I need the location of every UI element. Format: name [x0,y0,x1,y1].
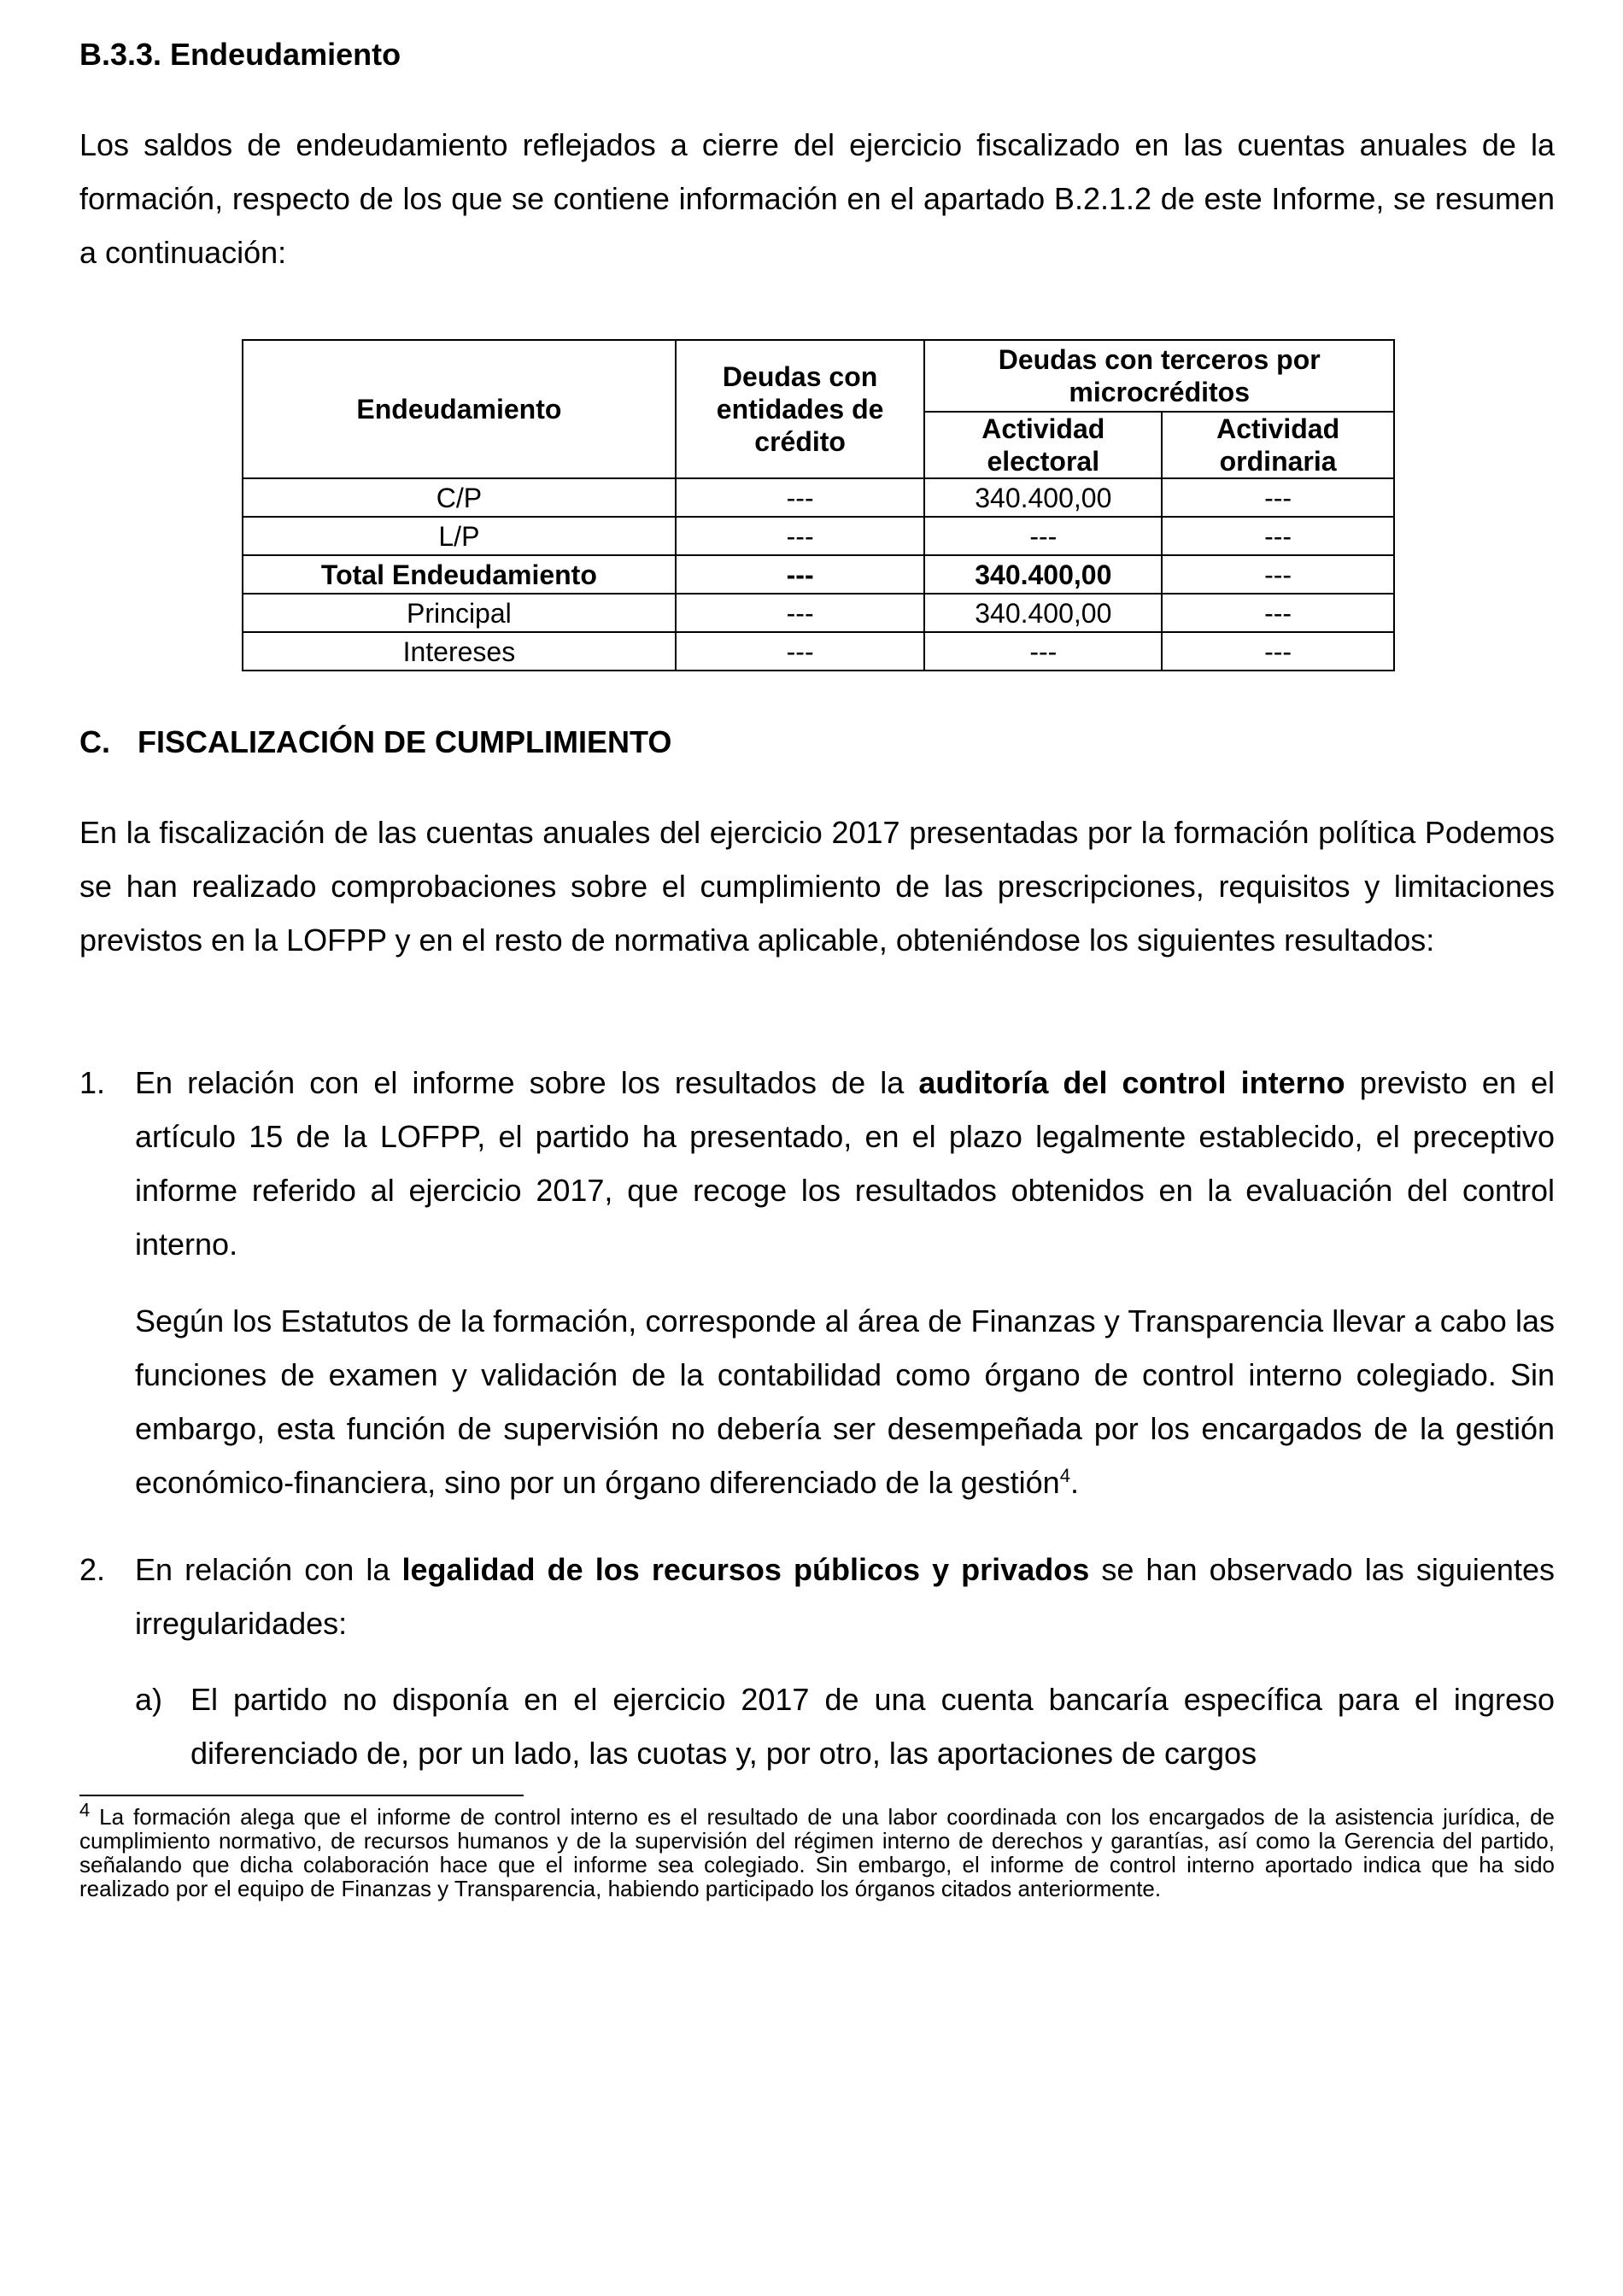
item-1-text-post: previsto en el artículo 15 de la LOFPP, el partido ha presentado, en el plazo legalmente establecido, el preceptivo informe referido al ejercicio 2017, que recoge los resultados obtenidos en la evaluación del control interno. [135,1065,1555,1262]
item-1-paragraph-2 [135,1294,1555,1509]
cell-ordinaria: --- [1162,478,1394,517]
item-2-text-post: se han observado las siguientes irregularidades: [135,1552,1555,1641]
row-label: L/P [243,517,676,555]
table-row [243,632,1394,671]
section-c-number: C. [79,724,110,759]
cell-ordinaria: --- [1162,555,1394,594]
row-label: C/P [243,478,676,517]
item-1-text-pre: En relación con el informe sobre los resultados de la [135,1065,919,1100]
item-2-paragraph [135,1543,1555,1650]
table-row [243,517,1394,555]
footnote-divider [79,1795,524,1796]
footnote-reference[interactable]: 4 [1059,1465,1070,1486]
table-row-total [243,555,1394,594]
item-1-para2-text: Según los Estatutos de la formación, corresponde al área de Finanzas y Transparencia llevar a cabo las funciones de examen y validación de la contabilidad como órgano de control interno colegiado. Sin embargo, esta función de supervisión no debería ser desempeñada por los encargados de la gestión económico-financiera, sino por un órgano diferenciado de la gestión [135,1303,1555,1500]
table-row [243,478,1394,517]
section-c-intro: En la fiscalización de las cuentas anuales del ejercicio 2017 presentadas por la formación política Podemos se han realizado comprobaciones sobre el cumplimiento de las prescripciones, requisitos y limitaciones previstos en la LOFPP y en el resto de normativa aplicable, obteniéndose los siguientes resultados: [79,815,1555,958]
footnote-mark: 4 [79,1799,91,1821]
header-actividad-ordinaria: Actividad ordinaria [1162,412,1394,478]
cell-ordinaria: --- [1162,632,1394,671]
cell-credito: --- [676,632,925,671]
cell-ordinaria: --- [1162,517,1394,555]
row-label: Intereses [243,632,676,671]
section-c-heading [79,724,671,760]
item-2-text-pre: En relación con la [135,1552,402,1587]
cell-electoral: 340.400,00 [924,478,1162,517]
item-2a-label: a) [135,1682,163,1717]
footnote-text: La formación alega que el informe de control interno es el resultado de una labor coordinada con los encargados de la asistencia jurídica, de cumplimiento normativo, de recursos humanos y de la supervisión del régimen interno de derechos y garantías, así como la Gerencia del partido, señalando que dicha colaboración hace que el informe sea colegiado. Sin embargo, el informe de control interno aportado indica que ha sido realizado por el equipo de Finanzas y Transparencia, habiendo participado los órganos citados anteriormente. [79,1804,1555,1901]
header-microcreditos-group: Deudas con terceros por microcréditos [924,340,1394,412]
item-1-number: 1. [79,1065,106,1100]
section-b33-heading: B.3.3. Endeudamiento [79,37,401,72]
cell-electoral: 340.400,00 [924,594,1162,632]
section-b33-paragraph: Los saldos de endeudamiento reflejados a cierre del ejercicio fiscalizado en las cuentas anuales de la formación, respecto de los que se contiene información en el apartado B.2.1.2 de este Informe, se resumen a continuación: [79,127,1555,270]
row-label: Principal [243,594,676,632]
cell-credito: --- [676,594,925,632]
cell-electoral: --- [924,517,1162,555]
item-2a-paragraph: El partido no disponía en el ejercicio 2017 de una cuenta bancaría específica para el ingreso diferenciado de, por un lado, las cuotas y, por otro, las aportaciones de cargos [190,1682,1555,1771]
debt-table [242,339,1395,671]
row-label: Total Endeudamiento [243,555,676,594]
cell-electoral: 340.400,00 [924,555,1162,594]
item-2-text-bold: legalidad de los recursos públicos y privados [401,1552,1090,1587]
cell-ordinaria: --- [1162,594,1394,632]
table-row [243,594,1394,632]
cell-electoral: --- [924,632,1162,671]
cell-credito: --- [676,478,925,517]
item-1-para2-end: . [1069,1465,1079,1500]
item-1-text-bold: auditoría del control interno [918,1065,1345,1100]
header-endeudamiento: Endeudamiento [243,340,676,478]
footnote [79,1799,1555,1901]
item-1-paragraph [135,1056,1555,1271]
cell-credito: --- [676,517,925,555]
header-deudas-credito: Deudas con entidades de crédito [676,340,925,478]
header-actividad-electoral: Actividad electoral [924,412,1162,478]
item-2-number: 2. [79,1552,106,1587]
section-c-title: FISCALIZACIÓN DE CUMPLIMIENTO [138,724,672,759]
cell-credito: --- [676,555,925,594]
